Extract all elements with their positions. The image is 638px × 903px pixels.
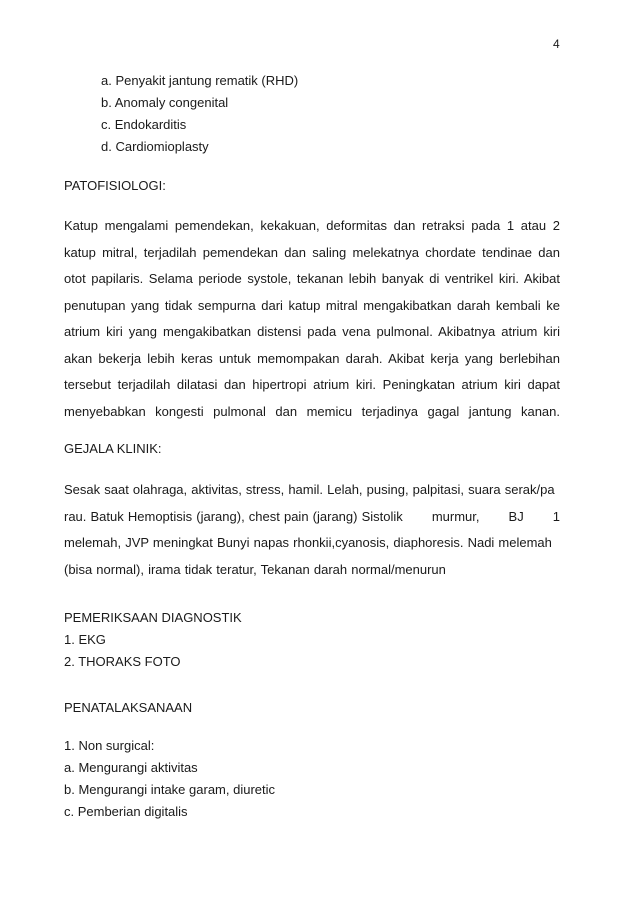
diagnostik-list [64,629,560,673]
paragraph-line: akan bekerja lebih keras untuk memompakan darah. Akibat kerja yang berlebihan [64,350,560,366]
paragraph-line: katup mitral, terjadilah pemendekan dan saling melekatnya chordate tendinae dan [64,244,560,260]
causes-list [64,70,560,158]
list-item: 1. Non surgical: [64,738,155,753]
paragraph-line: tersebut terjadilah dilatasi dan hipertropi atrium kiri. Peningkatan atrium kiri dapat [64,377,560,392]
paragraph-line: (bisa normal), irama tidak teratur, Tekanan darah normal/menurun [64,561,446,577]
paragraph-line: Sesak saat olahraga, aktivitas, stress, hamil. Lelah, pusing, palpitasi, suara serak/pa [64,482,555,497]
list-item: c. Pemberian digitalis [64,804,188,819]
list-item: a. Mengurangi aktivitas [64,760,198,775]
list-item: c. Endokarditis [101,117,187,132]
paragraph-line: melemah, JVP meningkat Bunyi napas rhonkii,cyanosis, diaphoresis. Nadi melemah [64,535,552,550]
paragraph-line: atrium kiri yang mengakibatkan distensi pada vena pulmonal. Akibatnya atrium kiri [64,324,560,339]
text-segment: 1 [552,508,560,524]
paragraph-line: menyebabkan kongesti pulmonal dan memicu terjadinya gagal jantung kanan. [64,403,560,419]
penatalaksanaan-heading: PENATALAKSANAAN [64,700,193,715]
text-segment: BJ [508,508,524,524]
penatalaksanaan-list [64,735,560,823]
text-segment: murmur, [431,508,480,524]
paragraph-line [64,504,560,531]
diagnostik-heading: PEMERIKSAAN DIAGNOSTIK [64,610,242,625]
gejala-heading: GEJALA KLINIK: [64,441,162,456]
list-item: 2. THORAKS FOTO [64,654,181,669]
paragraph-line: penutupan yang tidak sempurna dari katup mitral mengakibatkan darah kembali ke [64,297,560,313]
document-body [64,70,560,823]
patofisiologi-paragraph [64,213,560,425]
list-item: 1. EKG [64,632,106,647]
paragraph-line: Katup mengalami pemendekan, kekakuan, deformitas dan retraksi pada 1 atau 2 [64,218,560,233]
list-item: b. Mengurangi intake garam, diuretic [64,782,276,797]
gejala-paragraph [64,477,560,583]
list-item: d. Cardiomioplasty [101,139,209,154]
list-item: b. Anomaly congenital [101,95,229,110]
list-item: a. Penyakit jantung rematik (RHD) [101,73,299,88]
page-number: 4 [553,37,560,51]
text-segment: rau. Batuk Hemoptisis (jarang), chest pain (jarang) Sistolik [64,508,403,524]
patofisiologi-heading: PATOFISIOLOGI: [64,178,166,193]
paragraph-line: otot papilaris. Selama periode systole, tekanan lebih banyak di ventrikel kiri. Akibat [64,271,560,286]
